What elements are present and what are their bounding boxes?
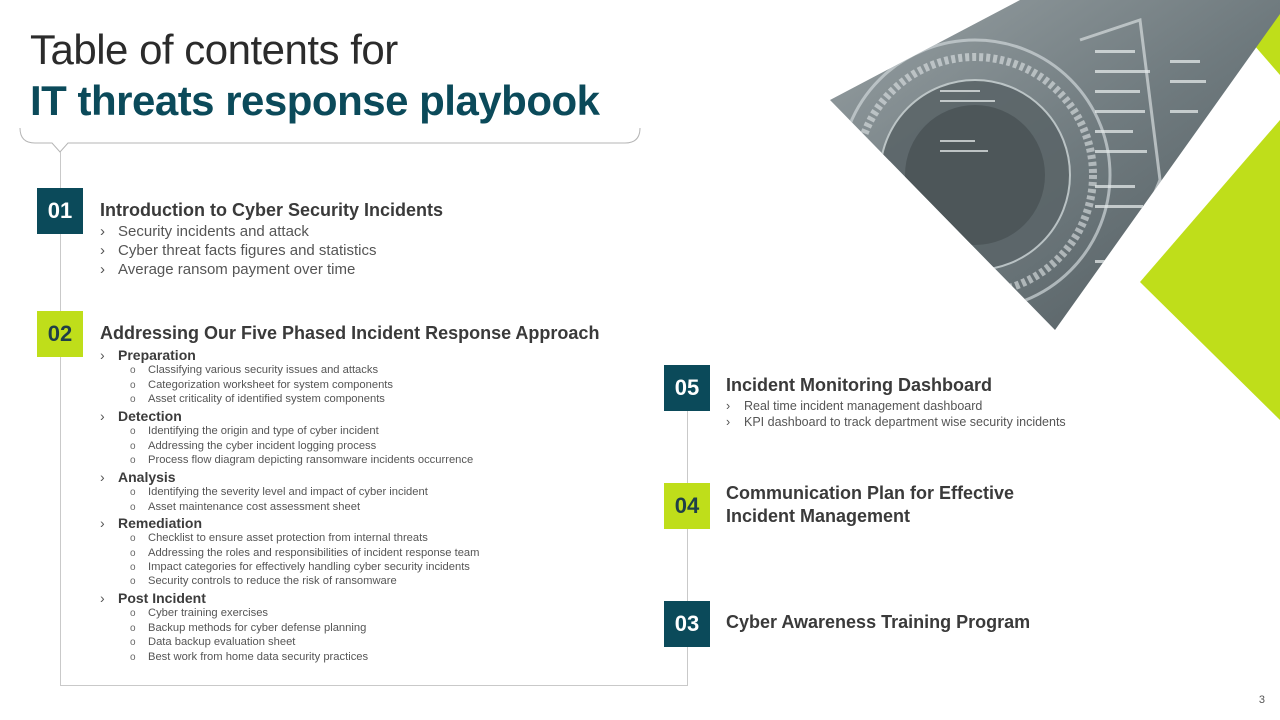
circle-bullet-icon: o	[130, 548, 136, 559]
list-item: o Best work from home data security practices	[130, 651, 369, 663]
section-title[interactable]: Cyber Awareness Training Program	[726, 612, 1031, 632]
list-item: o Backup methods for cyber defense planning	[130, 622, 367, 634]
list-item: › KPI dashboard to track department wise security incidents	[726, 415, 1066, 429]
circle-bullet-icon: o	[130, 380, 136, 391]
chevron-right-icon: ›	[726, 415, 731, 429]
chevron-right-icon: ›	[100, 590, 105, 606]
section-title[interactable]: Addressing Our Five Phased Incident Response Approach	[100, 323, 600, 343]
chevron-right-icon: ›	[100, 223, 105, 240]
list-item: o Checklist to ensure asset protection from internal threats	[130, 532, 428, 544]
section-number-badge: 03	[664, 601, 710, 647]
chevron-right-icon: ›	[100, 242, 105, 259]
chevron-right-icon: ›	[726, 399, 731, 413]
list-item: › Security incidents and attack	[100, 223, 309, 240]
list-item: › Cyber threat facts figures and statistics	[100, 242, 377, 259]
circle-bullet-icon: o	[130, 441, 136, 452]
list-item: o Asset maintenance cost assessment sheet	[130, 501, 361, 513]
list-item: o Addressing the cyber incident logging process	[130, 440, 377, 452]
list-item: o Classifying various security issues and attacks	[130, 364, 379, 376]
section-title-line2[interactable]: Incident Management	[726, 506, 911, 526]
list-item: o Process flow diagram depicting ransomware incidents occurrence	[130, 454, 474, 466]
list-item: o Categorization worksheet for system components	[130, 379, 393, 391]
circle-bullet-icon: o	[130, 562, 136, 573]
circle-bullet-icon: o	[130, 426, 136, 437]
section-title[interactable]: Introduction to Cyber Security Incidents	[100, 200, 444, 220]
section-title[interactable]: Incident Monitoring Dashboard	[726, 375, 992, 395]
section-number-badge: 02	[37, 311, 83, 357]
section-title-line1[interactable]: Communication Plan for Effective	[726, 483, 1015, 503]
phase-heading: › Post Incident	[100, 590, 206, 606]
list-item: o Addressing the roles and responsibilities of incident response team	[130, 547, 480, 559]
list-item: o Asset criticality of identified system components	[130, 393, 385, 405]
section-number-badge: 04	[664, 483, 710, 529]
section-number-badge: 01	[37, 188, 83, 234]
phase-heading: › Detection	[100, 408, 182, 424]
chevron-right-icon: ›	[100, 347, 105, 363]
chevron-right-icon: ›	[100, 408, 105, 424]
chevron-right-icon: ›	[100, 261, 105, 278]
list-item: o Identifying the origin and type of cyber incident	[130, 425, 379, 437]
list-item: o Identifying the severity level and impact of cyber incident	[130, 486, 428, 498]
phase-heading: › Preparation	[100, 347, 196, 363]
phase-heading: › Analysis	[100, 469, 176, 485]
circle-bullet-icon: o	[130, 365, 136, 376]
list-item: o Security controls to reduce the risk of ransomware	[130, 575, 397, 587]
chevron-right-icon: ›	[100, 469, 105, 485]
page-title-line2: IT threats response playbook	[30, 77, 600, 124]
section-number-badge: 05	[664, 365, 710, 411]
circle-bullet-icon: o	[130, 623, 136, 634]
page-number: 3	[1258, 694, 1265, 706]
circle-bullet-icon: o	[130, 637, 136, 648]
list-item: o Data backup evaluation sheet	[130, 636, 296, 648]
circle-bullet-icon: o	[130, 455, 136, 466]
cyber-hud-illustration	[800, 0, 1280, 340]
circle-bullet-icon: o	[130, 608, 136, 619]
circle-bullet-icon: o	[130, 502, 136, 513]
circle-bullet-icon: o	[130, 652, 136, 663]
page-title-line1: Table of contents for	[30, 26, 398, 73]
list-item: › Real time incident management dashboard	[726, 399, 983, 413]
circle-bullet-icon: o	[130, 576, 136, 587]
circle-bullet-icon: o	[130, 394, 136, 405]
bottom-frame-line	[60, 685, 688, 686]
lime-accent-top	[1215, 0, 1280, 75]
circle-bullet-icon: o	[130, 487, 136, 498]
circle-bullet-icon: o	[130, 533, 136, 544]
list-item: › Average ransom payment over time	[100, 261, 356, 278]
phase-heading: › Remediation	[100, 515, 203, 531]
list-item: o Cyber training exercises	[130, 607, 269, 619]
list-item: o Impact categories for effectively handling cyber security incidents	[130, 561, 470, 573]
lime-accent-right	[1140, 120, 1280, 420]
chevron-right-icon: ›	[100, 515, 105, 531]
